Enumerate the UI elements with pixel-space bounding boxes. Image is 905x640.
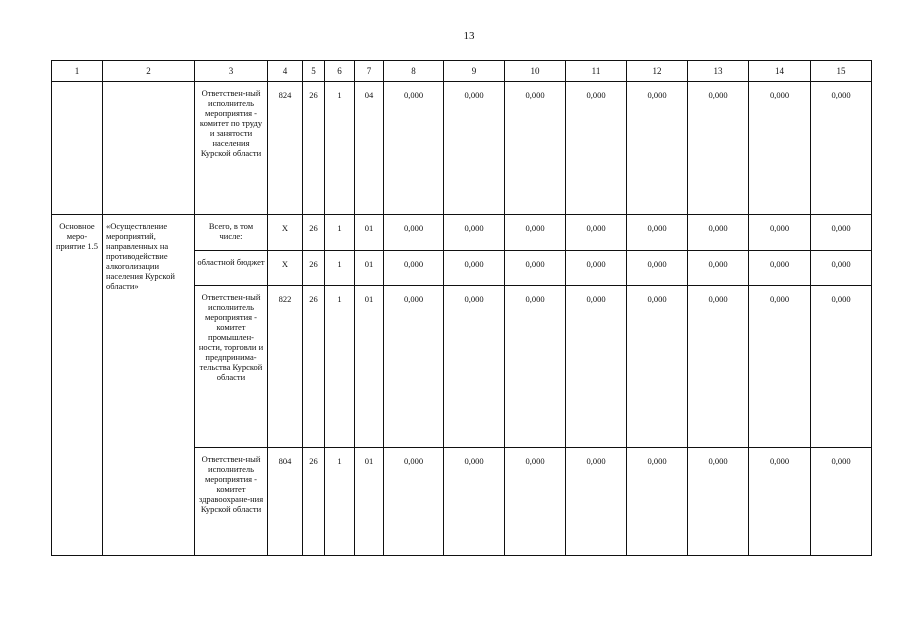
code-cell: 822 bbox=[268, 286, 303, 448]
value-cell: 0,000 bbox=[566, 286, 627, 448]
code-cell: 1 bbox=[325, 448, 355, 556]
code-cell: 04 bbox=[355, 82, 384, 215]
responsible-cell: Ответствен-ный исполнитель мероприятия - комитет здравоохране-ния Курской области bbox=[195, 448, 268, 556]
value-cell: 0,000 bbox=[566, 448, 627, 556]
value-cell: 0,000 bbox=[566, 215, 627, 251]
value-cell: 0,000 bbox=[384, 448, 444, 556]
code-cell: 26 bbox=[303, 448, 325, 556]
code-cell: 1 bbox=[325, 82, 355, 215]
value-cell: 0,000 bbox=[444, 448, 505, 556]
value-cell: 0,000 bbox=[627, 286, 688, 448]
value-cell: 0,000 bbox=[688, 448, 749, 556]
value-cell: 0,000 bbox=[444, 286, 505, 448]
code-cell: 1 bbox=[325, 251, 355, 286]
value-cell: 0,000 bbox=[505, 82, 566, 215]
code-cell: 1 bbox=[325, 215, 355, 251]
table-row bbox=[52, 82, 872, 215]
empty-cell bbox=[103, 82, 195, 215]
header-cell: 15 bbox=[811, 61, 872, 82]
value-cell: 0,000 bbox=[384, 82, 444, 215]
value-cell: 0,000 bbox=[749, 215, 811, 251]
value-cell: 0,000 bbox=[627, 82, 688, 215]
value-cell: 0,000 bbox=[444, 82, 505, 215]
value-cell: 0,000 bbox=[627, 448, 688, 556]
header-cell: 9 bbox=[444, 61, 505, 82]
description-cell: областной бюджет bbox=[195, 251, 268, 286]
value-cell: 0,000 bbox=[811, 251, 872, 286]
code-cell: 01 bbox=[355, 286, 384, 448]
value-cell: 0,000 bbox=[505, 286, 566, 448]
table-row bbox=[52, 215, 872, 251]
value-cell: 0,000 bbox=[749, 448, 811, 556]
value-cell: 0,000 bbox=[505, 448, 566, 556]
code-cell: 01 bbox=[355, 215, 384, 251]
value-cell: 0,000 bbox=[688, 215, 749, 251]
value-cell: 0,000 bbox=[444, 215, 505, 251]
value-cell: 0,000 bbox=[688, 286, 749, 448]
header-cell: 10 bbox=[505, 61, 566, 82]
header-cell: 7 bbox=[355, 61, 384, 82]
header-row bbox=[52, 61, 872, 82]
code-cell: Х bbox=[268, 251, 303, 286]
header-cell: 2 bbox=[103, 61, 195, 82]
value-cell: 0,000 bbox=[688, 251, 749, 286]
page-number: 13 bbox=[463, 30, 475, 42]
value-cell: 0,000 bbox=[505, 215, 566, 251]
value-cell: 0,000 bbox=[749, 286, 811, 448]
responsible-cell: Ответствен-ный исполнитель мероприятия - комитет по труду и занятости населения Курской области bbox=[195, 82, 268, 215]
measure-name: «Осуществление мероприятий, направленных на противодействие алкоголизации населения Курской области» bbox=[103, 215, 195, 556]
code-cell: 26 bbox=[303, 82, 325, 215]
empty-cell bbox=[52, 82, 103, 215]
header-cell: 5 bbox=[303, 61, 325, 82]
header-cell: 13 bbox=[688, 61, 749, 82]
value-cell: 0,000 bbox=[384, 286, 444, 448]
description-cell: Всего, в том числе: bbox=[195, 215, 268, 251]
budget-table bbox=[51, 60, 872, 556]
code-cell: 804 bbox=[268, 448, 303, 556]
responsible-cell: Ответствен-ный исполнитель мероприятия - комитет промышлен-ности, торговли и предпринима-тельства Курской области bbox=[195, 286, 268, 448]
code-cell: 26 bbox=[303, 286, 325, 448]
measure-label: Основное меро-приятие 1.5 bbox=[52, 215, 103, 556]
header-cell: 11 bbox=[566, 61, 627, 82]
value-cell: 0,000 bbox=[811, 215, 872, 251]
code-cell: 824 bbox=[268, 82, 303, 215]
code-cell: 26 bbox=[303, 215, 325, 251]
value-cell: 0,000 bbox=[384, 251, 444, 286]
header-cell: 14 bbox=[749, 61, 811, 82]
value-cell: 0,000 bbox=[811, 286, 872, 448]
value-cell: 0,000 bbox=[444, 251, 505, 286]
value-cell: 0,000 bbox=[811, 82, 872, 215]
value-cell: 0,000 bbox=[811, 448, 872, 556]
value-cell: 0,000 bbox=[627, 215, 688, 251]
code-cell: 01 bbox=[355, 251, 384, 286]
value-cell: 0,000 bbox=[566, 251, 627, 286]
header-cell: 3 bbox=[195, 61, 268, 82]
value-cell: 0,000 bbox=[688, 82, 749, 215]
code-cell: 1 bbox=[325, 286, 355, 448]
code-cell: 01 bbox=[355, 448, 384, 556]
value-cell: 0,000 bbox=[627, 251, 688, 286]
header-cell: 4 bbox=[268, 61, 303, 82]
code-cell: Х bbox=[268, 215, 303, 251]
value-cell: 0,000 bbox=[566, 82, 627, 215]
code-cell: 26 bbox=[303, 251, 325, 286]
value-cell: 0,000 bbox=[505, 251, 566, 286]
header-cell: 1 bbox=[52, 61, 103, 82]
header-cell: 12 bbox=[627, 61, 688, 82]
header-cell: 8 bbox=[384, 61, 444, 82]
value-cell: 0,000 bbox=[749, 82, 811, 215]
header-cell: 6 bbox=[325, 61, 355, 82]
value-cell: 0,000 bbox=[384, 215, 444, 251]
value-cell: 0,000 bbox=[749, 251, 811, 286]
